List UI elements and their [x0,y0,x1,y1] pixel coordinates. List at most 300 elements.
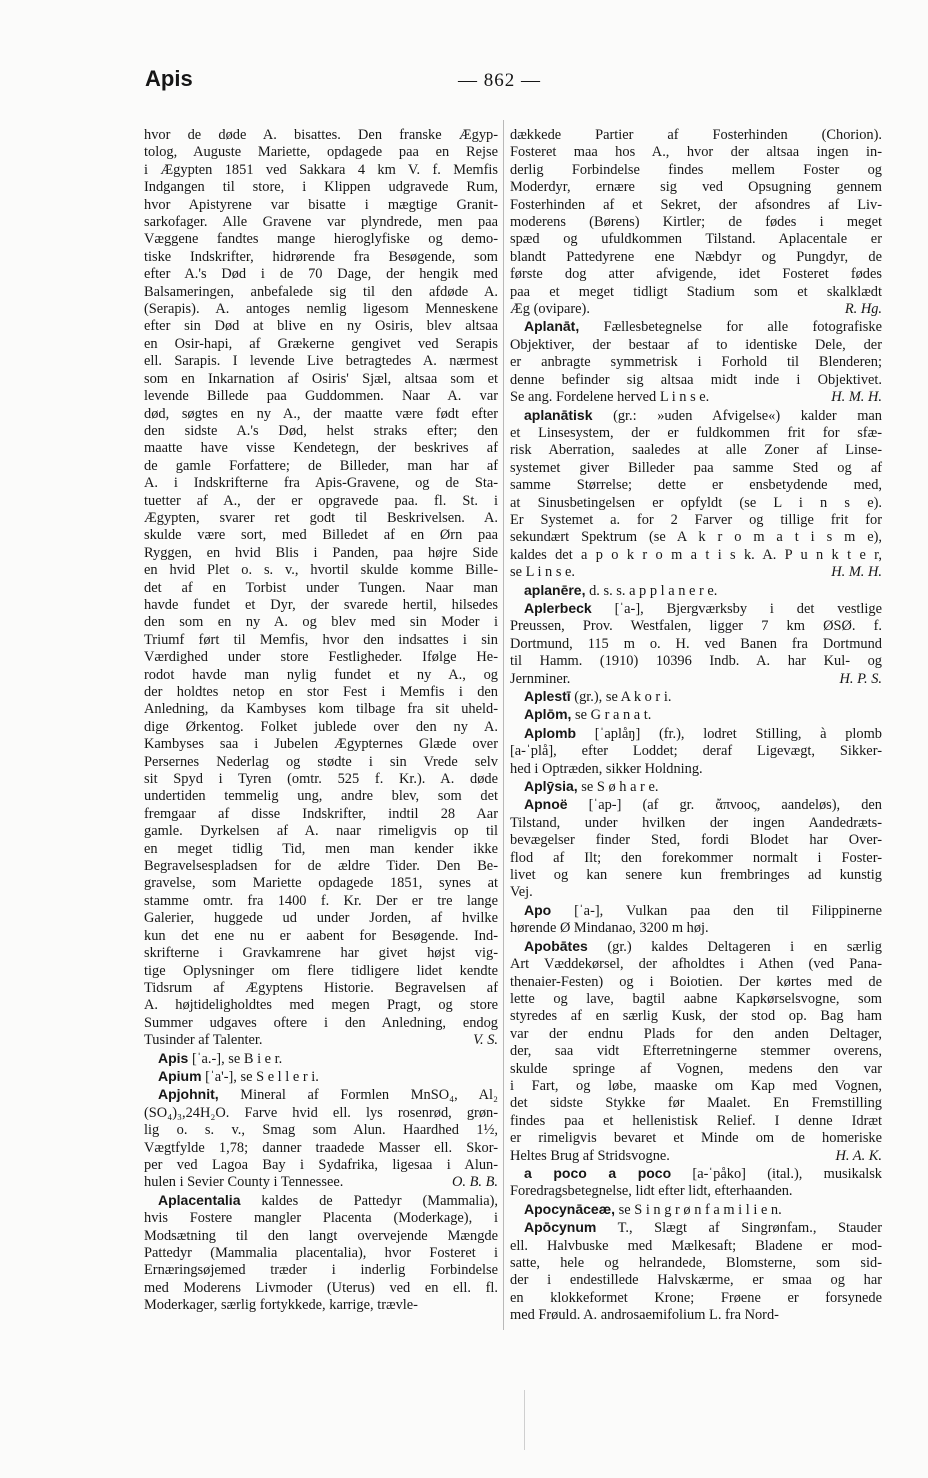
line-text: Ryggen, en hvid Blis i Panden, paa højre Side [144,544,498,561]
line-text: Persernes Nederlag og stødte i sin Vrede selv [144,753,498,770]
text-line [510,850,882,867]
entry-headword: Apnoë [524,796,568,813]
line-text: som en Inkarnation af Osiris' Sjæl, altsaa som et [144,370,498,387]
line-text: Foredragsbetegnelse, lidt efter lidt, efterhaanden. [510,1183,793,1200]
line-text: Indgangen til store, i Klippen udgravede Rum, [144,179,498,196]
text-line [510,653,882,670]
line-text: en hvid Plet o. s. v., hvortil skulde komme Bille- [144,562,498,579]
text-line [144,910,498,927]
text-line [510,671,882,688]
line-text: lette og lave, bagtil aabne Kapkørselsvogne, som [510,990,882,1007]
line-text: Preussen, Prov. Westfalen, ligger 7 km ØSØ. f. [510,618,882,635]
line-text: den sidste A.'s Død, helst straks efter; den [144,422,498,439]
text-line [510,618,882,635]
line-text: Modsætning til den langt overvejende Mængde [144,1227,498,1244]
text-line [144,510,498,527]
text-line [144,667,498,684]
line-text: (SO₄)₃,24H₂O. Farve hvid ell. lys rosenrød, grøn- [144,1104,498,1121]
entry-headword: Apium [158,1067,202,1084]
line-text: [ˈap-] (af gr. ἄπνοος, aandeløs), den [567,797,882,814]
line-text: er anbragte symmetrisk i Forhold til Blenderen; [510,354,882,371]
line-text: med Frøuld. A. androsaemifolium L. fra Nord- [510,1307,779,1324]
line-text: systemet giver Billeder paa samme Sted og af [510,459,882,476]
line-text: hvis Fostere mangler Placenta (Moderkage), i [144,1210,498,1227]
text-line [144,1068,498,1086]
text-line [144,823,498,840]
text-line [510,1238,882,1255]
text-line [144,736,498,753]
line-text: kaldes de Pattedyr (Mammalia), [240,1192,498,1209]
text-line [510,796,882,814]
line-text: det af en Torbist under Tungen. Naar man [144,579,498,596]
line-text: hvor de døde A. bisattes. Den franske Ægyp- [144,127,498,143]
line-text: per ved Lagoa Bay i Sydafrika, ligesaa i Alun- [144,1156,498,1173]
line-text: i Fart, og løbe, maaske om Kap med Vognen, [510,1077,882,1094]
line-text: samme Størrelse; dette er ensbetydende med, [510,477,882,494]
text-line [510,529,882,546]
text-line [510,778,882,796]
text-line [144,788,498,805]
line-text: styredes af en særlig Kusk, der stod op. Bag ham [510,1008,882,1025]
line-text: en meget tidlig Tid, men man kender ikke [144,840,498,857]
text-line [510,938,882,956]
line-text: tige Oplysninger om flere tidligere lidet kendte [144,962,498,979]
entry-headword: Aplȳsia, [524,778,578,795]
text-line [144,841,498,858]
line-text: derlig Forbindelse findes mellem Foster og [510,161,882,178]
line-text: tuetter af A., der er opgravede paa. fl. St. i [144,492,498,509]
line-text: Heltes Brug af Stridsvogne. [510,1147,670,1164]
text-line [144,545,498,562]
text-line [144,980,498,997]
text-line [144,1297,498,1314]
line-text: der i endestillede Halvskærme, er smaa og har [510,1272,882,1289]
line-text: Art Væddekørsel, der afholdtes i Athen (ved Pana- [510,956,882,973]
entry-headword: Apocynāceæ, [524,1200,616,1217]
line-text: tiske Indskrifter, hidrørende fra Besøgende, som [144,248,498,265]
line-text: moderens (Børens) Kirtler; de fødes i meget [510,214,882,231]
line-text: skulde være sort, med Billedet af en Ørn paa [144,527,498,544]
text-line [144,493,498,510]
line-text: maatte have visse Kendetegn, der beskrives af [144,440,498,457]
text-line [510,636,882,653]
text-line [144,1086,498,1104]
line-text: hørende Ø Mindanao, 3200 m høj. [510,920,709,937]
text-line [510,761,882,778]
entry-headword: Apobātes [524,937,588,954]
line-text: Væggene fandtes mange hieroglyfiske og demo- [144,231,498,248]
text-line [510,956,882,973]
text-line [510,743,882,760]
line-text: Pattedyr (Mammalia placentalia), hvor Fosteret i [144,1245,498,1261]
author-signature: O. B. B. [452,1174,498,1191]
line-text: Balsameringen, anbefalede sig til den afdøde A. [144,283,498,300]
text-line [144,1210,498,1227]
text-line [510,266,882,283]
line-text: Vej. [510,884,533,901]
author-signature: H. M. H. [831,564,882,581]
line-text: at Sinusbetingelsen er opfyldt (se L i n s e). [510,494,882,511]
line-text: dige Ørkentog. Folket jublede over den ny A. [144,718,498,735]
text-line [510,688,882,706]
line-text: se S ø h a r e. [577,779,659,796]
text-line [510,1307,882,1324]
line-text: efter A.'s Død i de 70 Dage, der hengik med [144,266,498,283]
text-line [510,1095,882,1112]
text-line [144,1280,498,1297]
text-line [144,1032,498,1049]
line-text: stamme omtr. fra 1400 f. Kr. Der er tre lange [144,892,498,909]
line-text: se G r a n a t. [571,707,652,724]
text-line [144,231,498,248]
text-line [144,475,498,492]
text-line [144,371,498,388]
text-line [510,1272,882,1289]
entry-headword: Aplestī [524,688,571,704]
author-signature: H. P. S. [839,670,882,687]
entry-headword: Apōcynum [524,1219,597,1236]
line-text: flod af Ilt; den forekommer normalt i Foster- [510,849,882,866]
author-signature: R. Hg. [844,301,882,318]
line-text: findes paa et hellenistisk Relief. I denne Idræt [510,1112,882,1129]
text-line [510,1113,882,1130]
text-line [144,928,498,945]
text-line [144,423,498,440]
line-text: undertiden temmelig ung, andre blev, som det [144,788,498,805]
line-text: blandt Pattedyrene ene Næbdyr og Pungdyr, de [510,248,882,265]
entry-headword: Apis [158,1049,189,1066]
line-text: der, saa vidt Efterretningerne stemmer overens, [510,1043,882,1060]
text-line [144,1140,498,1157]
line-text: dækkede Partier af Fosterhinden (Chorion). [510,127,882,143]
line-text: d. s. s. a p p l a n e r e. [585,582,718,599]
line-text: levende Billede paa Guddommen. Naar A. var [144,388,498,405]
line-text: skulde springe af Vognen, medens den var [510,1060,882,1077]
line-text: havde fundet et Dyr, der svarede hertil, hilsedes [144,596,498,613]
line-text: ell. Sarapis. I levende Live betragtedes A. nærmest [144,353,498,370]
scan-mark [524,1390,525,1450]
text-line [144,1192,498,1210]
text-line [510,442,882,459]
line-text: (gr.) kaldes Deltageren i en særlig [587,938,882,955]
text-line [144,614,498,631]
text-line [144,301,498,318]
text-line [510,337,882,354]
text-line [510,991,882,1008]
line-text: paa et meget tidligt Stadium som et skalklædt [510,283,882,300]
line-text: thenaier-Festen) og i Boiotien. Der kørtes med de [510,973,882,990]
text-line [510,974,882,991]
line-text: med Moderens Livmoder (Uterus) ved en ell. fl. [144,1279,498,1296]
line-text: ell. Halvbuske med Mælkesaft; Bladene er mod- [510,1237,882,1254]
line-text: (gr.: »uden Afvigelse«) kalder man [592,407,882,424]
line-text: Galerier, huggede ud under Jorden, af hvilke [144,910,498,927]
text-line [510,372,882,389]
text-line [144,197,498,214]
line-text: Moderdyr, ernære sig ved Opsugning gennem [510,179,882,196]
line-text: er rimeligvis bevaret et Minde om de homeriske [510,1130,882,1147]
text-line [144,440,498,457]
line-text: Anledning, da Kambyses kom tilbage fra sit uheld- [144,701,498,718]
text-line [144,1015,498,1032]
line-text: gamle. Dyrkelsen af A. naar rimeligvis op til [144,823,498,840]
line-text: Æg (ovipare). [510,301,590,318]
text-line [510,495,882,512]
line-text: hed i Optræden, sikker Holdning. [510,760,703,777]
line-text: Tidsrum af Ægyptens Historie. Begravelsen af [144,979,498,996]
entry-headword: Apo [524,901,552,918]
line-text: [ˈa-], Bjergværksby i det vestlige [591,600,882,617]
line-text: et Linsesystem, der er fuldkommen frit for sfæ- [510,424,882,441]
line-text: sekundært Spektrum (se A k r o m a t i s m e), [510,529,882,546]
line-text: skrifterne i Gravkamrene har givet højst vig- [144,945,498,962]
running-head-headword: Apis [145,66,193,91]
text-line [144,754,498,771]
author-signature: H. M. H. [831,389,882,406]
text-line [510,1026,882,1043]
text-line [144,127,498,144]
line-text: hulen i Sevier County i Tennessee. [144,1174,344,1191]
text-line [510,179,882,196]
text-line [144,893,498,910]
text-line [144,963,498,980]
text-line [144,353,498,370]
line-text: lig o. s. v., Smag som Alun. Haardhed 1½, [144,1122,498,1139]
line-text: var der endnu Plads for den anden Deltager, [510,1025,882,1042]
line-text: se L i n s e. [510,564,576,581]
line-text: risk Aberration, saaledes at alle Zoner af Linse- [510,442,882,459]
line-text: (gr.), se A k o r i. [570,689,672,705]
text-line [144,684,498,701]
line-text: Er Systemet a. for 2 Farver og tillige frit for [510,511,882,528]
line-text: Jernminer. [510,670,571,687]
entry-headword: Aplomb [524,724,577,741]
line-text: Se ang. Fordelene herved L i n s e. [510,389,710,406]
line-text: død, søgtes en ny A., der maatte være født efter [144,405,498,422]
text-line [510,564,882,581]
line-text: Tilstand, under hvilken der ingen Aandedræts- [510,814,882,831]
text-line [144,214,498,231]
text-line [510,389,882,406]
line-text: der holdtes netop en stor Fest i Memfis i den [144,684,498,700]
text-line [144,266,498,283]
line-text: Mineral af Formlen MnSO₄, Al₂ [218,1087,498,1104]
text-line [144,597,498,614]
text-line [144,997,498,1014]
line-text: [ˈa'-], se S e l l e r i. [201,1068,319,1085]
line-text: hvor Apistyrene var bisatte i mægtige Granit- [144,196,498,213]
line-text: Begravelsespladsen for de ældre Tider. Den Be- [144,858,498,875]
text-line [144,719,498,736]
entry-headword: Apjohnit, [158,1086,219,1103]
line-text: de gamle Forfattere; de Billeder, man har af [144,457,498,474]
line-text: Fællesbetegnelse for alle fotografiske [579,319,882,336]
line-text: sarkofager. Alle Gravene var plyndrede, men paa [144,214,498,231]
line-text: T., Slægt af Singrønfam., Stauder [596,1220,882,1237]
text-line [510,582,882,600]
text-line [510,884,882,901]
text-line [510,815,882,832]
entry-headword: aplanātisk [524,406,593,423]
text-line [510,144,882,161]
line-text: [ˈaplåŋ] (fr.), lodret Stilling, à plomb [576,725,882,742]
text-line [510,284,882,301]
line-text: i Ægypten 1851 ved Sakkara 4 km V. f. Memfis [144,161,498,178]
line-text: tolog, Auguste Mariette, opdagede paa en Rejse [144,144,498,161]
text-line [510,1130,882,1147]
text-line [144,1050,498,1068]
text-line [144,458,498,475]
text-line [510,1219,882,1237]
text-line [510,197,882,214]
line-text: Fosterhinden af et Sekret, der afsondres af Liv- [510,196,882,213]
line-text: kun det ene nu er aabent for Besøgende. Ind- [144,927,498,944]
entry-headword: a poco a poco [524,1164,672,1181]
text-line [510,725,882,743]
text-line [510,706,882,724]
line-text: efter sin Død at blive en ny Osiris, blev altsaa [144,318,498,335]
line-text: A. i Indskrifterne fra Apis-Gravene, og de Sta- [144,475,498,492]
entry-headword: Aplerbeck [524,599,592,616]
line-text: satte, hele og helrandede, Blomsterne, som sid- [510,1255,882,1271]
line-text: en Osir-hapi, af Grækerne gengivet ved Serapis [144,335,498,352]
text-line [510,1043,882,1060]
entry-headword: Aplanāt, [524,318,580,335]
line-text: A. højtideligholdtes med megen Pragt, og store [144,997,498,1014]
text-line [510,460,882,477]
text-line [144,580,498,597]
text-line [510,249,882,266]
line-text: Dortmund, 115 m o. H. ved Banen fra Dortmund [510,635,882,652]
line-text: Objektiver, der bestaar af to identiske Dele, der [510,336,882,353]
text-line [144,162,498,179]
line-text: kaldes det a p o k r o m a t i s k. A. P u n k t e r, [510,546,882,563]
line-text: spæd og ufuldkommen Tilstand. Aplacentale er [510,231,882,248]
text-line [510,920,882,937]
text-line [144,701,498,718]
author-signature: H. A. K. [835,1147,882,1164]
line-text: det sidste Stykke før Maalet. En Fremstilling [510,1095,882,1112]
entry-headword: Aplōm, [524,706,572,723]
text-line [144,179,498,196]
text-line [510,425,882,442]
line-text: fremgaar af disse Indskrifter, indtil 28 Aar [144,805,498,822]
text-line [144,1245,498,1262]
text-line [510,407,882,425]
text-line [144,388,498,405]
line-text: (Serapis). A. antoges nemlig ligesom Menneskene [144,301,498,318]
line-text: Vægtfylde 1,78; danner traadede Masser ell. Skor- [144,1139,498,1156]
line-text: Moderkager, særlig fortykkede, karrige, trævle- [144,1297,418,1314]
text-line [510,902,882,920]
text-line [510,318,882,336]
text-line [144,1262,498,1279]
text-line [144,406,498,423]
text-line [144,527,498,544]
page-number: — 862 — [458,70,541,91]
text-line [144,632,498,649]
text-line [144,875,498,892]
line-text: Triumf ført til Memfis, hvor den indsattes i sin [144,631,498,648]
line-text: Kambyses saa i Jubelen Ægypternes Glæde over [144,736,498,753]
text-line [510,547,882,564]
text-line [510,231,882,248]
text-line [510,301,882,318]
line-text: gravelse, som Mariette opdagede 1851, synes at [144,875,498,892]
text-line [144,1157,498,1174]
text-line [510,1148,882,1165]
text-line [144,1122,498,1139]
line-text: bevægelser finder Sted, fordi Blodet har Over- [510,832,882,849]
line-text: [ˈa-], Vulkan paa den til Filippinerne [551,902,882,919]
text-line [510,1008,882,1025]
entry-headword: aplanēre, [524,581,586,598]
line-text: Ernæringsøjemed træder i inderlig Forbindelse [144,1262,498,1279]
text-line [510,1061,882,1078]
text-line [510,1183,882,1200]
text-line [510,867,882,884]
text-line [144,144,498,161]
line-text: første dog atter afvigende, idet Fosteret fødes [510,266,882,283]
line-text: rodot havde man nylig fundet et ny A., og [144,666,498,683]
line-text: [a-ˈplå], efter Loddet; deraf Ligevægt, Sikker- [510,743,882,760]
text-line [510,512,882,529]
text-line [144,1228,498,1245]
line-text: til Hamm. (1910) 10396 Indb. A. har Kul- og [510,653,882,670]
text-line [510,214,882,231]
line-text: den som en ny A. og blev med sin Moder i [144,614,498,631]
text-line [510,1290,882,1307]
text-line [144,1105,498,1122]
text-line [510,1201,882,1219]
text-line [510,1255,882,1272]
text-line [510,354,882,371]
line-text: Værdighed under store Festligheder. Ifølge He- [144,649,498,666]
text-line [144,771,498,788]
line-text: [ˈa.-], se B i e r. [188,1050,283,1067]
author-signature: V. S. [473,1032,498,1049]
entry-headword: Aplacentalia [158,1191,241,1208]
text-line [144,336,498,353]
text-line [510,1078,882,1095]
line-text: en klokkeformet Krone; Frøene er forsynede [510,1289,882,1306]
line-text: sit Spyd i Tyren (omtr. 525 f. Kr.). A. døde [144,771,498,788]
line-text: denne befinder sig altsaa midt inde i Objektivet. [510,371,882,388]
line-text: se S i n g r ø n f a m i l i e n. [615,1201,782,1218]
column-divider [503,120,504,1330]
line-text: [a-ˈpåko] (ital.), musikalsk [671,1165,882,1182]
text-line [510,600,882,618]
text-line [510,477,882,494]
line-text: Fosteret maa hos A., hvor der altsaa ingen in- [510,144,882,161]
text-line [510,162,882,179]
text-line [144,318,498,335]
text-line [144,284,498,301]
text-line [510,1165,882,1183]
text-line [510,832,882,849]
text-line [144,1174,498,1191]
text-line [144,945,498,962]
text-line [144,562,498,579]
text-line [144,806,498,823]
line-text: Tusinder af Talenter. [144,1032,263,1049]
left-text-column [144,127,498,1315]
right-text-column [510,127,882,1325]
text-line [144,858,498,875]
line-text: Summer udgaves oftere i den Anledning, endog [144,1014,498,1031]
text-line [144,649,498,666]
line-text: livet og kan senere kun frembringes ad kunstig [510,867,882,884]
